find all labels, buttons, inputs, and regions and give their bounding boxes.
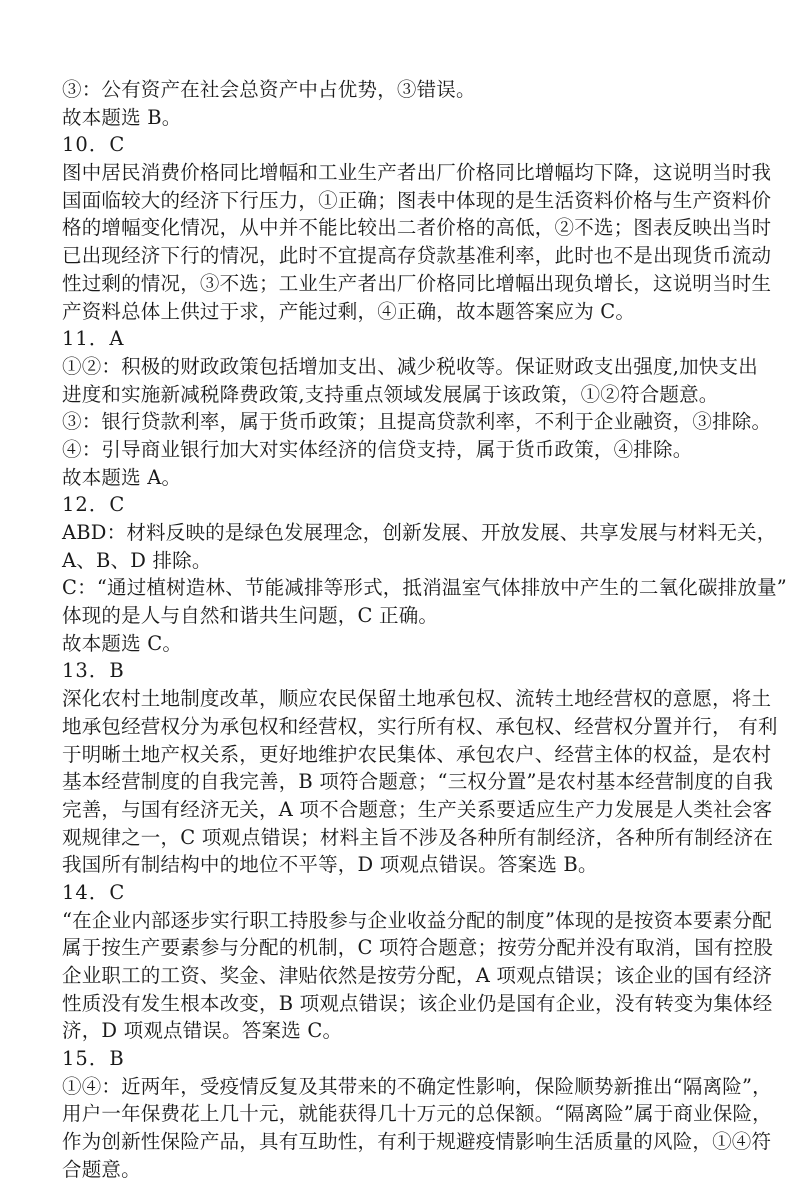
question-number-heading: 11．A xyxy=(62,327,125,351)
text-line: 产资料总体上供过于求，产能过剩，④正确，故本题答案应为 C。 xyxy=(62,299,636,323)
text-line: 国面临较大的经济下行压力，①正确；图表中体现的是生活资料价格与生产资料价 xyxy=(62,188,772,212)
text-line: “在企业内部逐步实行职工持股参与企业收益分配的制度”体现的是按资本要素分配 xyxy=(62,908,772,932)
text-line: 济，D 项观点错误。答案选 C。 xyxy=(62,1019,343,1043)
text-line: 故本题选 B。 xyxy=(62,105,182,129)
text-line: 进度和实施新减税降费政策,支持重点领域发展属于该政策，①②符合题意。 xyxy=(62,382,719,406)
text-line: A、B、D 排除。 xyxy=(62,548,212,572)
text-line: ①②：积极的财政政策包括增加支出、减少税收等。保证财政支出强度,加快支出 xyxy=(62,354,758,378)
text-line: 观规律之一，C 项观点错误；材料主旨不涉及各种所有制经济，各种所有制经济在 xyxy=(62,825,774,849)
question-number-heading: 13．B xyxy=(62,659,125,683)
text-line: 性过剩的情况，③不选；工业生产者出厂价格同比增幅出现负增长，这说明当时生 xyxy=(62,271,772,295)
text-line: 已出现经济下行的情况，此时不宜提高存贷款基准利率，此时也不是出现货币流动 xyxy=(62,244,772,268)
question-number-heading: 10．C xyxy=(62,133,126,157)
text-line: 属于按生产要素参与分配的机制，C 项符合题意；按劳分配并没有取消，国有控股 xyxy=(62,936,774,960)
text-line: ③：银行贷款利率，属于货币政策；且提高贷款利率，不利于企业融资，③排除。 xyxy=(62,410,772,434)
text-line: ①④：近两年，受疫情反复及其带来的不确定性影响，保险顺势新推出“隔离险”， xyxy=(62,1074,772,1098)
text-line: 格的增幅变化情况，从中并不能比较出二者价格的高低，②不选；图表反映出当时 xyxy=(62,216,772,240)
text-line: 于明晰土地产权关系，更好地维护农民集体、承包农户、经营主体的权益，是农村 xyxy=(62,742,772,766)
text-line: 故本题选 A。 xyxy=(62,465,182,489)
text-line: 合题意。 xyxy=(62,1157,141,1181)
text-line: 性质没有发生根本改变，B 项观点错误；该企业仍是国有企业，没有转变为集体经 xyxy=(62,991,773,1015)
text-line: C：“通过植树造林、节能减排等形式，抵消温室气体排放中产生的二氧化碳排放量” xyxy=(62,576,787,600)
text-line: 深化农村土地制度改革，顺应农民保留土地承包权、流转土地经营权的意愿，将土 xyxy=(62,687,772,711)
text-line: ABD：材料反映的是绿色发展理念，创新发展、开放发展、共享发展与材料无关， xyxy=(62,521,777,544)
text-line: 地承包经营权分为承包权和经营权，实行所有权、承包权、经营权分置并行， 有利 xyxy=(62,714,778,738)
text-line: 我国所有制结构中的地位不平等，D 项观点错误。答案选 B。 xyxy=(62,853,598,877)
text-line: ③：公有资产在社会总资产中占优势，③错误。 xyxy=(62,78,476,101)
question-number-heading: 15．B xyxy=(62,1047,125,1071)
text-line: 基本经营制度的自我完善，B 项符合题意；“三权分置”是农村基本经营制度的自我 xyxy=(62,770,774,794)
text-line: 体现的是人与自然和谐共生问题，C 正确。 xyxy=(62,604,439,628)
text-line: 企业职工的工资、奖金、津贴依然是按劳分配，A 项观点错误；该企业的国有经济 xyxy=(62,964,773,987)
text-line: 用户一年保费花上几十元，就能获得几十万元的总保额。“隔离险”属于商业保险， xyxy=(62,1102,772,1126)
text-line: ④：引导商业银行加大对实体经济的信贷支持，属于货币政策，④排除。 xyxy=(62,437,693,461)
text-line: 完善，与国有经济无关，A 项不合题意；生产关系要适应生产力发展是人类社会客 xyxy=(62,797,773,821)
text-line: 作为创新性保险产品，具有互助性，有利于规避疫情影响生活质量的风险，①④符 xyxy=(62,1130,772,1154)
question-number-heading: 14．C xyxy=(62,880,126,904)
text-line: 图中居民消费价格同比增幅和工业生产者出厂价格同比增幅均下降，这说明当时我 xyxy=(62,161,772,185)
question-number-heading: 12．C xyxy=(62,493,126,517)
answer-document xyxy=(62,76,787,1184)
text-line: 故本题选 C。 xyxy=(62,631,183,655)
